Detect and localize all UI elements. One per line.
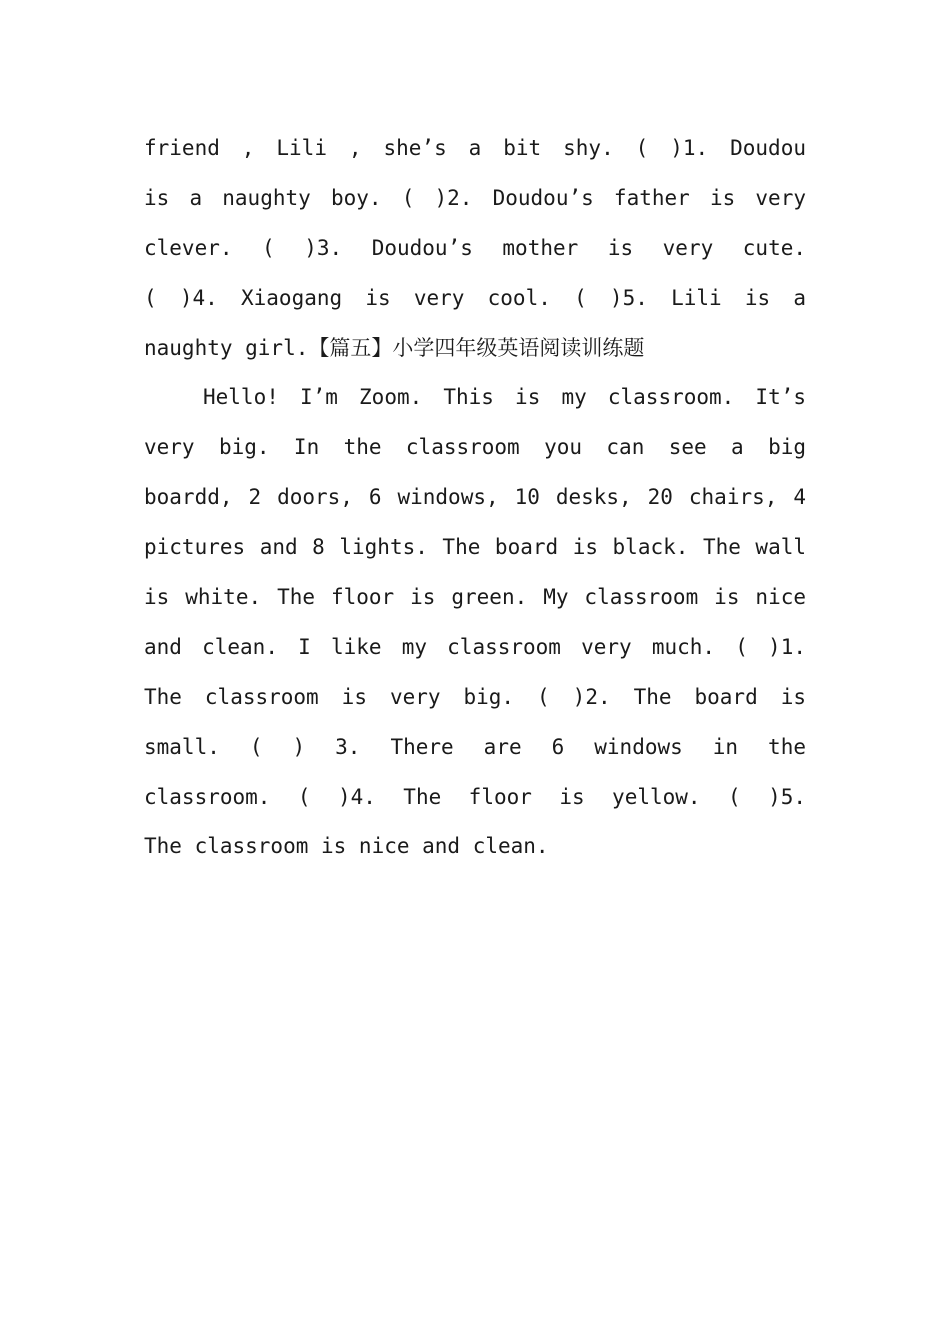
paragraph-line: The classroom is very big. ( )2. The board is xyxy=(144,684,806,709)
section-heading-line xyxy=(144,324,806,374)
paragraph-line: boardd, 2 doors, 6 windows, 10 desks, 20 chairs, 4 xyxy=(144,485,806,510)
paragraph-line: The classroom is nice and clean. xyxy=(144,834,549,859)
text-line: is a naughty boy. ( )2. Doudou’s father is very xyxy=(144,185,806,210)
section-title: 【篇五】小学四年级英语阅读训练题 xyxy=(308,335,645,360)
document-text xyxy=(144,124,806,872)
text-line: clever. ( )3. Doudou’s mother is very cute. xyxy=(144,235,806,260)
paragraph-line: classroom. ( )4. The floor is yellow. ( )5. xyxy=(144,784,806,809)
text-line: friend , Lili , she’s a bit shy. ( )1. Doudou xyxy=(144,136,806,160)
text-line: ( )4. Xiaogang is very cool. ( )5. Lili is a xyxy=(144,285,806,310)
paragraph-line: small. ( ) 3. There are 6 windows in the xyxy=(144,734,806,759)
paragraph-line: is white. The floor is green. My classroom is nice xyxy=(144,585,806,610)
paragraph-line: pictures and 8 lights. The board is black. The wall xyxy=(144,535,806,560)
paragraph-line: Hello! I’m Zoom. This is my classroom. It’s xyxy=(203,385,806,410)
paragraph-line: very big. In the classroom you can see a big xyxy=(144,435,806,460)
paragraph-line: and clean. I like my classroom very much. ( )1. xyxy=(144,634,806,659)
heading-prefix: naughty girl. xyxy=(144,335,309,360)
